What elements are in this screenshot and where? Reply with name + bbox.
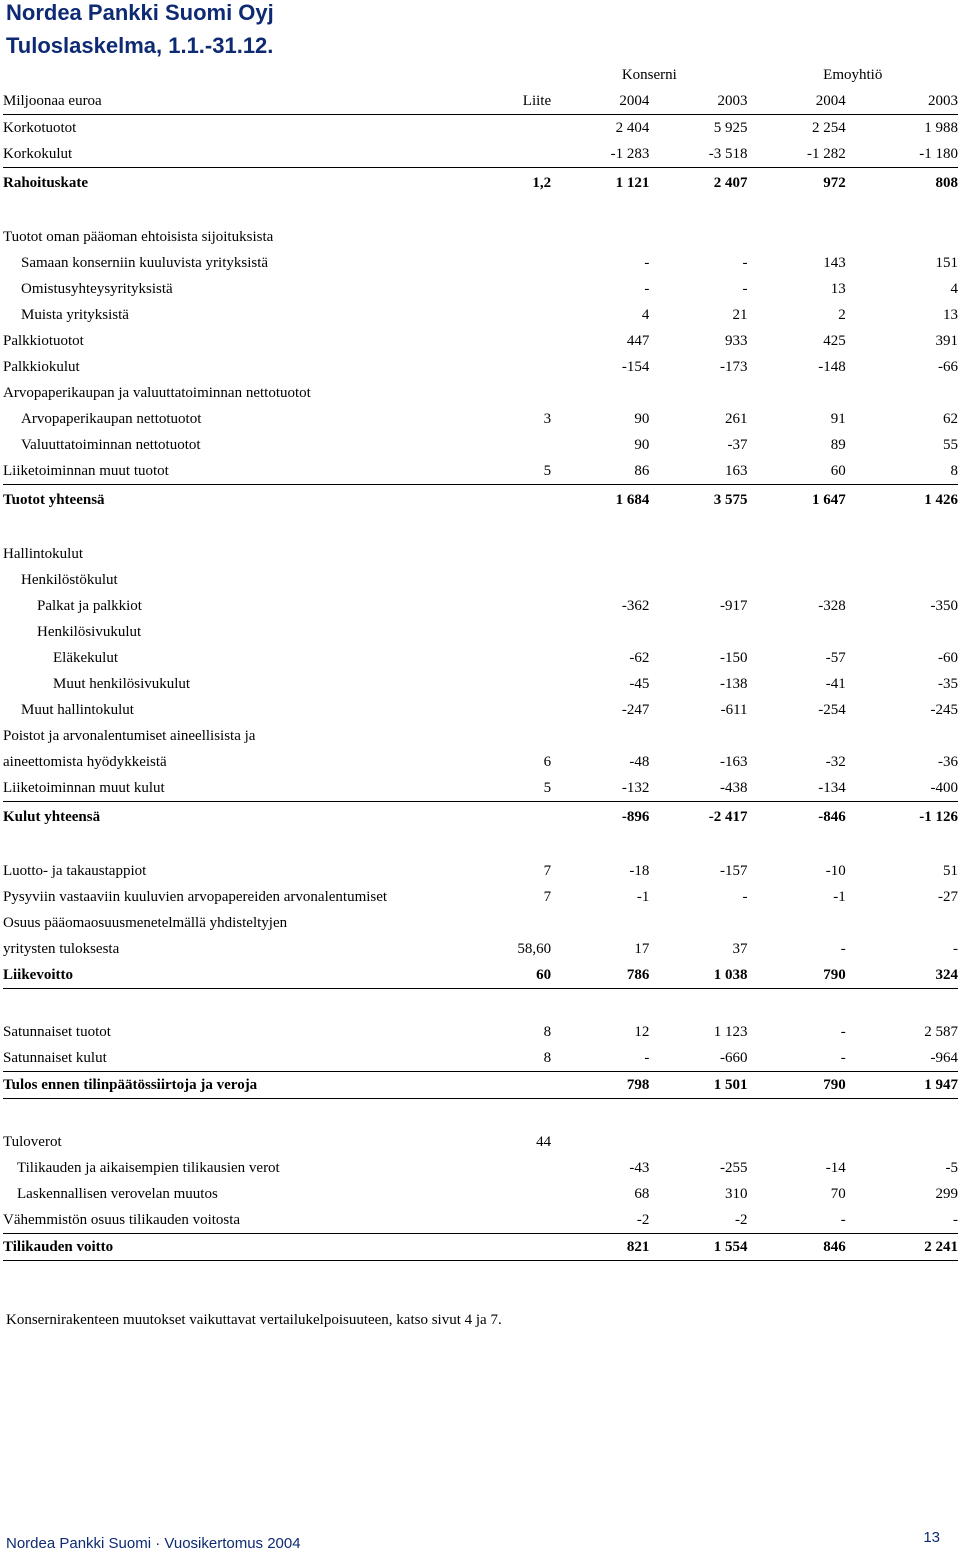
row-note [459, 276, 551, 302]
row-value: 1 426 [846, 485, 958, 516]
row-value: - [644, 1049, 650, 1066]
row-label: Muut hallintokulut [21, 701, 134, 718]
table-row [3, 749, 958, 775]
row-value [846, 224, 958, 250]
column-header-year: 2003 [928, 92, 958, 109]
row-value: 151 [935, 254, 958, 271]
row-value: 972 [748, 168, 846, 199]
row-note [459, 432, 551, 458]
row-note [459, 723, 551, 749]
row-value [551, 380, 649, 406]
row-value [748, 380, 846, 406]
row-label: Osuus pääomaosuusmenetelmällä yhdisteltyjen [3, 914, 288, 931]
row-note [459, 645, 551, 671]
table-row [3, 458, 958, 485]
row-note [459, 619, 551, 645]
table-row [3, 328, 958, 354]
table-row [3, 168, 958, 199]
row-value: -3 518 [708, 145, 748, 162]
table-row [3, 1129, 958, 1155]
row-value: 13 [830, 280, 846, 297]
row-value: - [953, 1211, 958, 1228]
table-row [3, 224, 958, 250]
row-value: - [953, 940, 958, 957]
row-label: Tuotot oman pääoman ehtoisista sijoituksista [3, 228, 274, 245]
row-value: 2 404 [551, 115, 649, 142]
row-value: 1 121 [551, 168, 649, 199]
row-value: -1 283 [610, 145, 650, 162]
row-value: 1 988 [846, 115, 958, 142]
row-label: Korkokulut [3, 145, 73, 162]
column-header-year: 2004 [815, 92, 846, 109]
row-value [551, 224, 649, 250]
row-value: 798 [551, 1072, 649, 1099]
row-value: 310 [725, 1185, 748, 1202]
row-value [846, 723, 958, 749]
row-value [649, 567, 747, 593]
row-label: Pysyviin vastaaviin kuuluvien arvopapereiden arvonalentumiset [3, 888, 388, 905]
row-label: Arvopaperikaupan ja valuuttatoiminnan nettotuotot [3, 384, 311, 401]
row-value: -18 [629, 862, 650, 879]
row-value: -148 [818, 358, 846, 375]
row-value: 89 [830, 436, 846, 453]
row-note [459, 1234, 551, 1261]
row-value: - [840, 1049, 846, 1066]
row-value: 143 [823, 254, 846, 271]
row-value: 2 254 [748, 115, 846, 142]
row-value: -60 [938, 649, 958, 666]
row-label: Korkotuotot [3, 115, 459, 142]
row-value: 55 [943, 436, 958, 453]
row-value: -2 [735, 1211, 748, 1228]
row-note: 8 [543, 1049, 552, 1066]
footnote: Konsernirakenteen muutokset vaikuttavat vertailukelpoisuuteen, katso sivut 4 ja 7. [6, 1312, 502, 1328]
table-row [3, 962, 958, 989]
row-value: -5 [945, 1159, 958, 1176]
row-label: Kulut yhteensä [3, 802, 459, 833]
row-value [846, 910, 958, 936]
row-value: -163 [720, 753, 748, 770]
row-note: 8 [543, 1023, 552, 1040]
row-value: 90 [634, 436, 650, 453]
row-value: 70 [830, 1185, 846, 1202]
table-row [3, 697, 958, 723]
row-value: - [742, 888, 748, 905]
row-value: 2 587 [924, 1023, 958, 1040]
table-row [3, 541, 958, 567]
row-value: 808 [846, 168, 958, 199]
row-value: -150 [720, 649, 748, 666]
row-label: Luotto- ja takaustappiot [3, 862, 147, 879]
row-value: -611 [720, 701, 748, 718]
row-value: - [840, 940, 846, 957]
row-value: 5 925 [649, 115, 747, 142]
row-value: 60 [830, 462, 846, 479]
row-value: -138 [720, 675, 748, 692]
table-row [3, 884, 958, 910]
group-header-row [3, 62, 958, 88]
row-label: Poistot ja arvonalentumiset aineellisista ja [3, 727, 256, 744]
column-header-row [3, 88, 958, 115]
row-value: 2 407 [649, 168, 747, 199]
row-value: 324 [935, 966, 958, 983]
row-value: -2 417 [649, 802, 747, 833]
row-label: Liiketoiminnan muut tuotot [3, 462, 169, 479]
row-note [459, 224, 551, 250]
row-value [649, 619, 747, 645]
row-value: -350 [930, 597, 958, 614]
row-value: -964 [930, 1049, 958, 1066]
row-note: 3 [543, 410, 552, 427]
row-value: -32 [825, 753, 846, 770]
row-value: 12 [634, 1023, 650, 1040]
row-value: -134 [818, 779, 846, 796]
row-value: -1 180 [919, 145, 958, 162]
row-label: Valuuttatoiminnan nettotuotot [21, 436, 201, 453]
row-value: -10 [825, 862, 846, 879]
row-value: -43 [629, 1159, 650, 1176]
row-value [748, 567, 846, 593]
income-statement-table [3, 62, 958, 1265]
row-value: -1 [833, 888, 846, 905]
row-value: 1 684 [551, 485, 649, 516]
row-label: Muut henkilösivukulut [53, 675, 191, 692]
row-value: - [840, 1023, 846, 1040]
row-value: -846 [748, 802, 846, 833]
table-row [3, 485, 958, 516]
row-label: Rahoituskate [3, 168, 459, 199]
row-value: -48 [629, 753, 650, 770]
table-row [3, 406, 958, 432]
row-value: 91 [830, 410, 846, 427]
row-value: 786 [626, 966, 650, 983]
row-value: 1 123 [713, 1023, 748, 1040]
row-value: 4 [950, 280, 958, 297]
table-row [3, 1234, 958, 1261]
row-label: Tilikauden voitto [3, 1234, 459, 1261]
row-label: Satunnaiset kulut [3, 1049, 107, 1066]
row-note: 5 [543, 779, 552, 796]
row-value [649, 910, 747, 936]
group-konserni: Konserni [621, 66, 677, 83]
table-row [3, 1155, 958, 1181]
table-row [3, 1045, 958, 1072]
row-label: Vähemmistön osuus tilikauden voitosta [3, 1211, 241, 1228]
row-value: 1 947 [846, 1072, 958, 1099]
row-note [459, 910, 551, 936]
row-label: yritysten tuloksesta [3, 940, 120, 957]
document-title: Nordea Pankki Suomi Oyj [6, 0, 274, 25]
row-value: 933 [725, 332, 748, 349]
table-row [3, 723, 958, 749]
row-value: - [742, 280, 748, 297]
row-label: Laskennallisen verovelan muutos [17, 1185, 218, 1202]
row-value: 68 [634, 1185, 650, 1202]
row-label: Satunnaiset tuotot [3, 1023, 111, 1040]
row-value: - [840, 1211, 846, 1228]
table-row [3, 141, 958, 168]
row-value: -14 [825, 1159, 846, 1176]
row-value: 1 554 [649, 1234, 747, 1261]
row-note [459, 115, 551, 142]
row-value: 447 [626, 332, 650, 349]
row-label: Tuloverot [3, 1133, 62, 1150]
row-note [459, 141, 551, 168]
row-value: 51 [943, 862, 958, 879]
row-value: 391 [935, 332, 958, 349]
row-label: Palkkiokulut [3, 358, 80, 375]
table-row [3, 802, 958, 833]
row-value: -1 282 [806, 145, 846, 162]
row-label: Tilikauden ja aikaisempien tilikausien verot [17, 1159, 280, 1176]
row-note: 5 [543, 462, 552, 479]
table-row [3, 619, 958, 645]
row-value: 261 [725, 410, 748, 427]
row-note [459, 697, 551, 723]
table-row [3, 276, 958, 302]
row-value [551, 619, 649, 645]
table-row [3, 567, 958, 593]
row-value: 299 [935, 1185, 958, 1202]
row-note [459, 1207, 551, 1234]
row-note [459, 593, 551, 619]
table-row [3, 1019, 958, 1045]
table-row [3, 936, 958, 962]
row-value [649, 1129, 747, 1155]
row-value: 90 [634, 410, 650, 427]
row-value: -157 [720, 862, 748, 879]
row-value: -45 [629, 675, 650, 692]
row-value: -660 [720, 1049, 748, 1066]
table-row [3, 593, 958, 619]
row-value: -245 [930, 701, 958, 718]
row-note [459, 354, 551, 380]
row-value [748, 910, 846, 936]
row-note: 7 [543, 862, 552, 879]
row-label: Tulos ennen tilinpäätössiirtoja ja veroja [3, 1072, 459, 1099]
row-value: -917 [720, 597, 748, 614]
row-note [459, 1181, 551, 1207]
row-note [459, 250, 551, 276]
row-value: -62 [629, 649, 650, 666]
row-value [846, 567, 958, 593]
row-label: Henkilöstökulut [21, 571, 118, 588]
row-value: 425 [823, 332, 846, 349]
row-value [748, 541, 846, 567]
row-value [649, 723, 747, 749]
table-row [3, 645, 958, 671]
row-value: -896 [551, 802, 649, 833]
row-label: Liiketoiminnan muut kulut [3, 779, 165, 796]
row-value: -247 [621, 701, 650, 718]
table-row [3, 1207, 958, 1234]
row-note [459, 380, 551, 406]
row-note [459, 567, 551, 593]
row-value: -2 [636, 1211, 650, 1228]
row-note [459, 541, 551, 567]
row-value: -400 [930, 779, 958, 796]
column-header-year: 2003 [717, 92, 748, 109]
row-value: 8 [950, 462, 958, 479]
column-header-note: Liite [522, 92, 552, 109]
row-note [459, 485, 551, 516]
row-value [846, 380, 958, 406]
column-header-year: 2004 [619, 92, 650, 109]
row-label: Palkat ja palkkiot [37, 597, 142, 614]
table-row [3, 380, 958, 406]
row-value: 62 [943, 410, 958, 427]
row-label: Liikevoitto [3, 966, 73, 983]
row-note: 44 [536, 1133, 552, 1150]
row-value: 821 [551, 1234, 649, 1261]
row-value: -328 [818, 597, 846, 614]
row-value: -362 [621, 597, 650, 614]
row-value: -254 [818, 701, 846, 718]
row-value: - [644, 254, 650, 271]
table-row [3, 432, 958, 458]
row-value [551, 567, 649, 593]
row-value [748, 1129, 846, 1155]
row-note: 60 [536, 966, 552, 983]
row-label: Samaan konserniin kuuluvista yrityksistä [21, 254, 269, 271]
row-label: Omistusyhteysyrityksistä [21, 280, 173, 297]
row-value [649, 380, 747, 406]
row-label: Henkilösivukulut [37, 623, 142, 640]
column-header-label: Miljoonaa euroa [3, 92, 102, 109]
footer-publication: Nordea Pankki Suomi · Vuosikertomus 2004 [6, 1535, 301, 1552]
row-note [459, 328, 551, 354]
table-row [3, 115, 958, 142]
table-row [3, 671, 958, 697]
row-note: 6 [543, 753, 552, 770]
row-value: 790 [748, 1072, 846, 1099]
row-value: -66 [938, 358, 958, 375]
row-value: -41 [825, 675, 846, 692]
table-row [3, 1181, 958, 1207]
row-value: -27 [938, 888, 958, 905]
row-value: -132 [621, 779, 650, 796]
row-value: - [742, 254, 748, 271]
table-row [3, 354, 958, 380]
row-value: 846 [748, 1234, 846, 1261]
row-value: -36 [938, 753, 958, 770]
row-label: Muista yrityksistä [21, 306, 129, 323]
row-label: Eläkekulut [53, 649, 118, 666]
row-value: 3 575 [649, 485, 747, 516]
row-value [551, 541, 649, 567]
row-label: aineettomista hyödykkeistä [3, 753, 167, 770]
table-row [3, 302, 958, 328]
row-value: -1 [636, 888, 650, 905]
row-label: Arvopaperikaupan nettotuotot [21, 410, 202, 427]
row-value: 17 [634, 940, 650, 957]
row-value: -154 [621, 358, 650, 375]
row-value [551, 723, 649, 749]
row-value: 37 [732, 940, 748, 957]
row-value: -438 [720, 779, 748, 796]
row-note [459, 671, 551, 697]
row-value: -1 126 [846, 802, 958, 833]
row-value [649, 224, 747, 250]
row-value [846, 1129, 958, 1155]
row-value: 163 [725, 462, 748, 479]
row-value: 86 [634, 462, 650, 479]
row-value [649, 541, 747, 567]
row-value: 1 647 [748, 485, 846, 516]
row-value: 2 [838, 306, 846, 323]
row-value [748, 224, 846, 250]
row-value: -173 [720, 358, 748, 375]
row-value: 1 501 [649, 1072, 747, 1099]
row-value: -255 [720, 1159, 748, 1176]
table-row [3, 775, 958, 802]
table-row [3, 1072, 958, 1099]
row-value [846, 619, 958, 645]
row-note [459, 802, 551, 833]
row-value [551, 1129, 649, 1155]
row-note: 58,60 [517, 940, 552, 957]
table-row [3, 858, 958, 884]
row-value: 790 [823, 966, 846, 983]
row-note [459, 302, 551, 328]
row-value: - [644, 280, 650, 297]
row-value: 2 241 [846, 1234, 958, 1261]
table-row [3, 910, 958, 936]
row-value: 21 [732, 306, 748, 323]
row-label: Palkkiotuotot [3, 332, 84, 349]
row-value: 4 [641, 306, 650, 323]
row-note [459, 1072, 551, 1099]
row-value: 1 038 [713, 966, 748, 983]
row-value: -35 [938, 675, 958, 692]
row-value [748, 723, 846, 749]
page-number: 13 [923, 1529, 940, 1546]
table-row [3, 250, 958, 276]
row-value: -57 [825, 649, 846, 666]
row-note [459, 1155, 551, 1181]
row-value [551, 910, 649, 936]
row-value: -37 [727, 436, 748, 453]
row-label: Tuotot yhteensä [3, 485, 459, 516]
row-note: 7 [543, 888, 552, 905]
row-label: Hallintokulut [3, 545, 83, 562]
group-emoyhtio: Emoyhtiö [823, 66, 883, 83]
document-subtitle: Tuloslaskelma, 1.1.-31.12. [6, 33, 274, 58]
row-value: 13 [943, 306, 958, 323]
row-value [846, 541, 958, 567]
row-value [748, 619, 846, 645]
row-note: 1,2 [459, 168, 551, 199]
